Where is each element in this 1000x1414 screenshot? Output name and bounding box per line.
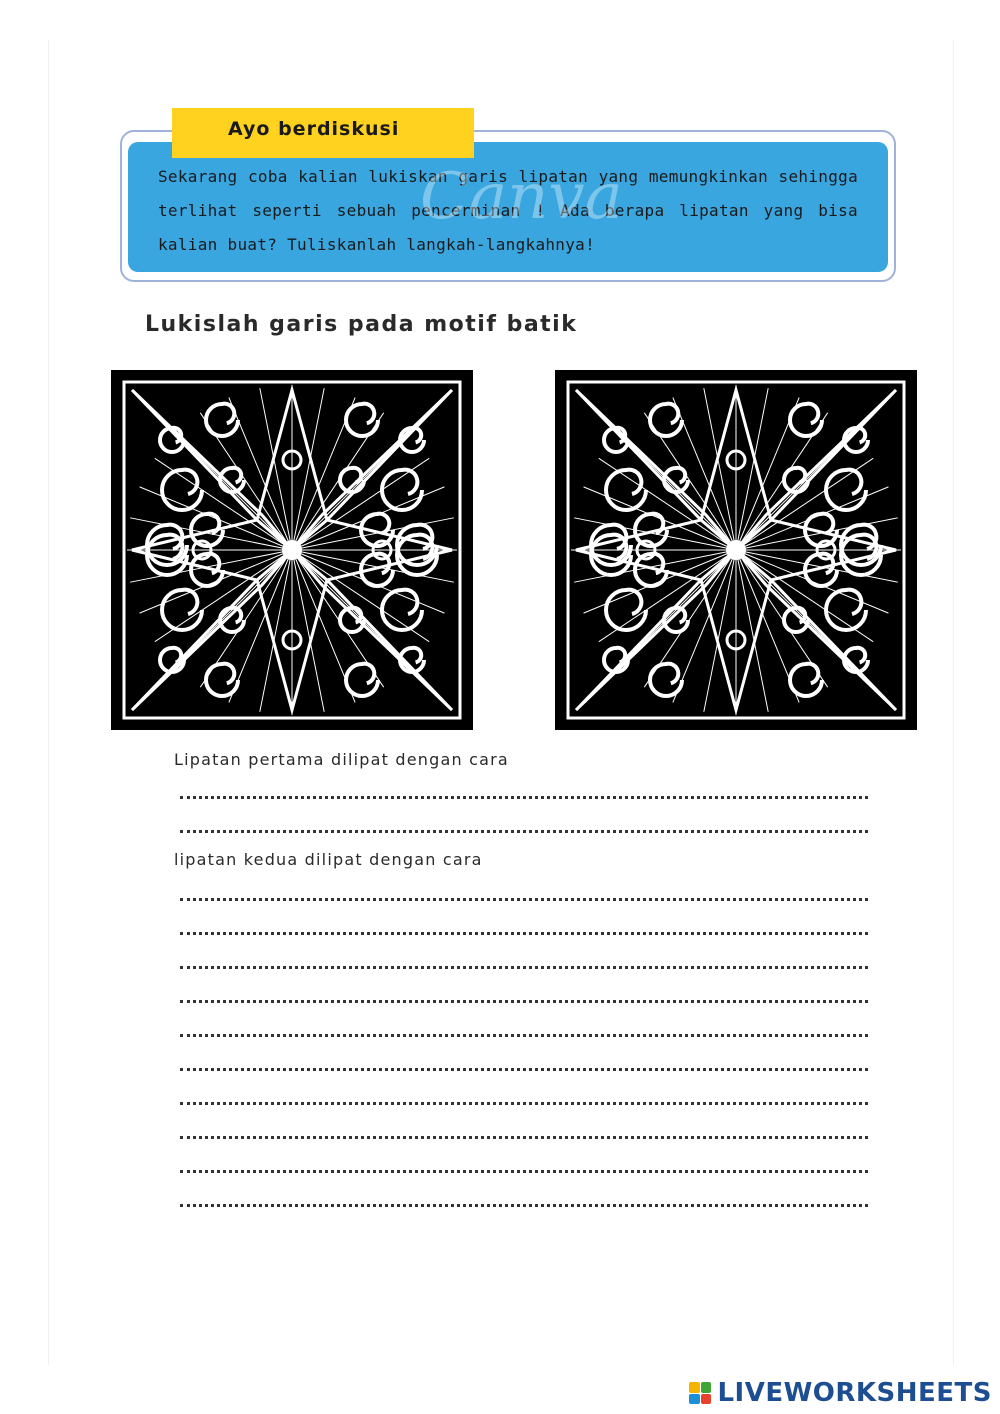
discussion-text: Sekarang coba kalian lukiskan garis lipatan yang memungkinkan sehingga terlihat seperti sebuah pencerminan ! Ada berapa lipatan yang bisa kalian buat? Tuliskanlah langkah-langkahnya! xyxy=(158,167,858,254)
batik-pattern-icon xyxy=(555,370,917,730)
canva-watermark: Canva xyxy=(420,160,623,234)
batik-pattern-icon xyxy=(111,370,473,730)
fold-prompt-1: Lipatan pertama dilipat dengan cara xyxy=(174,750,509,769)
answer-line[interactable] xyxy=(180,896,868,901)
answer-line[interactable] xyxy=(180,998,868,1003)
answer-line[interactable] xyxy=(180,828,868,833)
answer-line[interactable] xyxy=(180,930,868,935)
liveworksheets-brand xyxy=(689,1378,992,1408)
discussion-box xyxy=(128,142,888,272)
discussion-title: Ayo berdiskusi xyxy=(172,108,474,158)
batik-motif-1[interactable] xyxy=(111,370,473,730)
batik-motif-2[interactable] xyxy=(555,370,917,730)
answer-line[interactable] xyxy=(180,794,868,799)
answer-line[interactable] xyxy=(180,1066,868,1071)
answer-line[interactable] xyxy=(180,1032,868,1037)
fold-prompt-2: lipatan kedua dilipat dengan cara xyxy=(174,850,483,869)
brand-name: LIVEWORKSHEETS xyxy=(717,1378,992,1408)
answer-line[interactable] xyxy=(180,1168,868,1173)
answer-line[interactable] xyxy=(180,964,868,969)
answer-line[interactable] xyxy=(180,1134,868,1139)
answer-line[interactable] xyxy=(180,1202,868,1207)
liveworksheets-logo-icon xyxy=(689,1382,711,1404)
answer-line[interactable] xyxy=(180,1100,868,1105)
section-heading: Lukislah garis pada motif batik xyxy=(145,312,578,337)
